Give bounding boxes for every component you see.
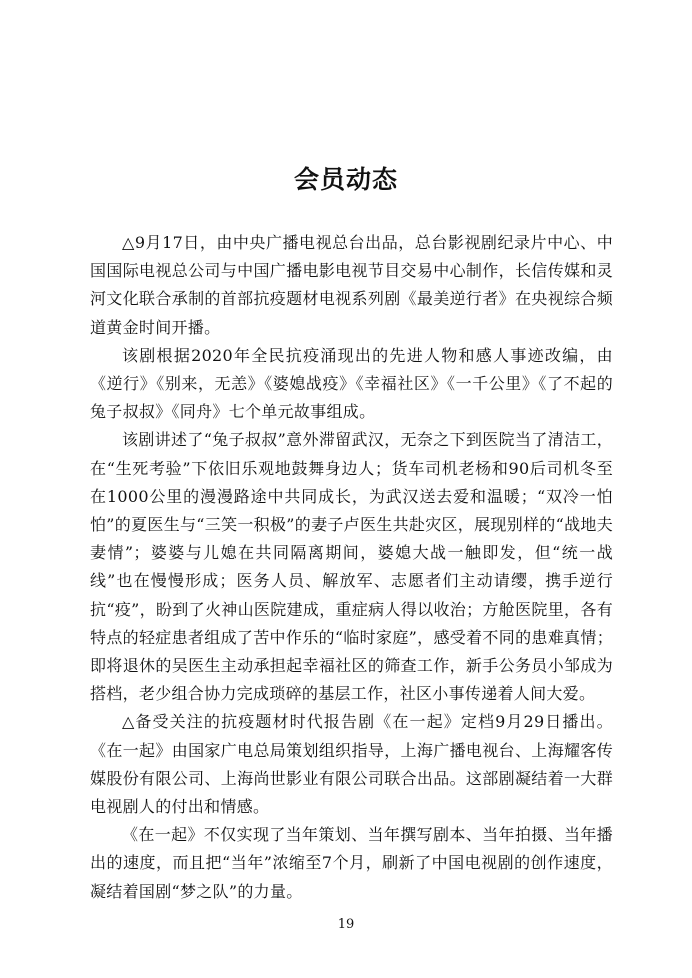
paragraph-2: 该剧根据2020年全民抗疫涌现出的先进人物和感人事迹改编，由《逆行》《别来，无恙》《婆媳战疫》《幸福社区》《一千公里》《了不起的兔子叔叔》《同舟》七个单元故事组成。 [90, 345, 613, 422]
paragraph-4: △备受关注的抗疫题材时代报告剧《在一起》定档9月29日播出。《在一起》由国家广电总局策划组织指导，上海广播电视台、上海耀客传媒股份有限公司、上海尚世影业有限公司联合出品。这部剧凝结着一大群电视剧人的付出和情感。 [90, 712, 613, 817]
article-body [90, 229, 613, 906]
paragraph-5: 《在一起》不仅实现了当年策划、当年撰写剧本、当年拍摄、当年播出的速度，而且把“当年”浓缩至7个月，刷新了中国电视剧的创作速度，凝结着国剧“梦之队”的力量。 [90, 825, 613, 901]
paragraph-3: 该剧讲述了“兔子叔叔”意外滞留武汉，无奈之下到医院当了清洁工，在“生死考验”下依旧乐观地鼓舞身边人；货车司机老杨和90后司机冬至在1000公里的漫漫路途中共同成长，为武汉送去爱和温暖；“双冷一怕怕”的夏医生与“三笑一积极”的妻子卢医生共赴灾区，展现别样的“战地夫妻情”；婆婆与儿媳在共同隔离期间，婆媳大战一触即发，但“统一战线”也在慢慢形成；医务人员、解放军、志愿者们主动请缨，携手逆行抗“疫”，盼到了火神山医院建成，重症病人得以收治；方舱医院里，各有特点的轻症患者组成了苦中作乐的“临时家庭”，感受着不同的患难真情；即将退休的吴医生主动承担起幸福社区的筛查工作，新手公务员小邹成为搭档，老少组合协力完成琐碎的基层工作，社区小事传递着人间大爱。 [90, 430, 613, 704]
paragraph-1: △9月17日，由中央广播电视总台出品，总台影视剧纪录片中心、中国国际电视总公司与中国广播电影电视节目交易中心制作，长信传媒和灵河文化联合承制的首部抗疫题材电视系列剧《最美逆行者》在央视综合频道黄金时间开播。 [90, 233, 613, 337]
page-number: 19 [337, 917, 355, 932]
page-title: 会员动态 [293, 164, 398, 194]
